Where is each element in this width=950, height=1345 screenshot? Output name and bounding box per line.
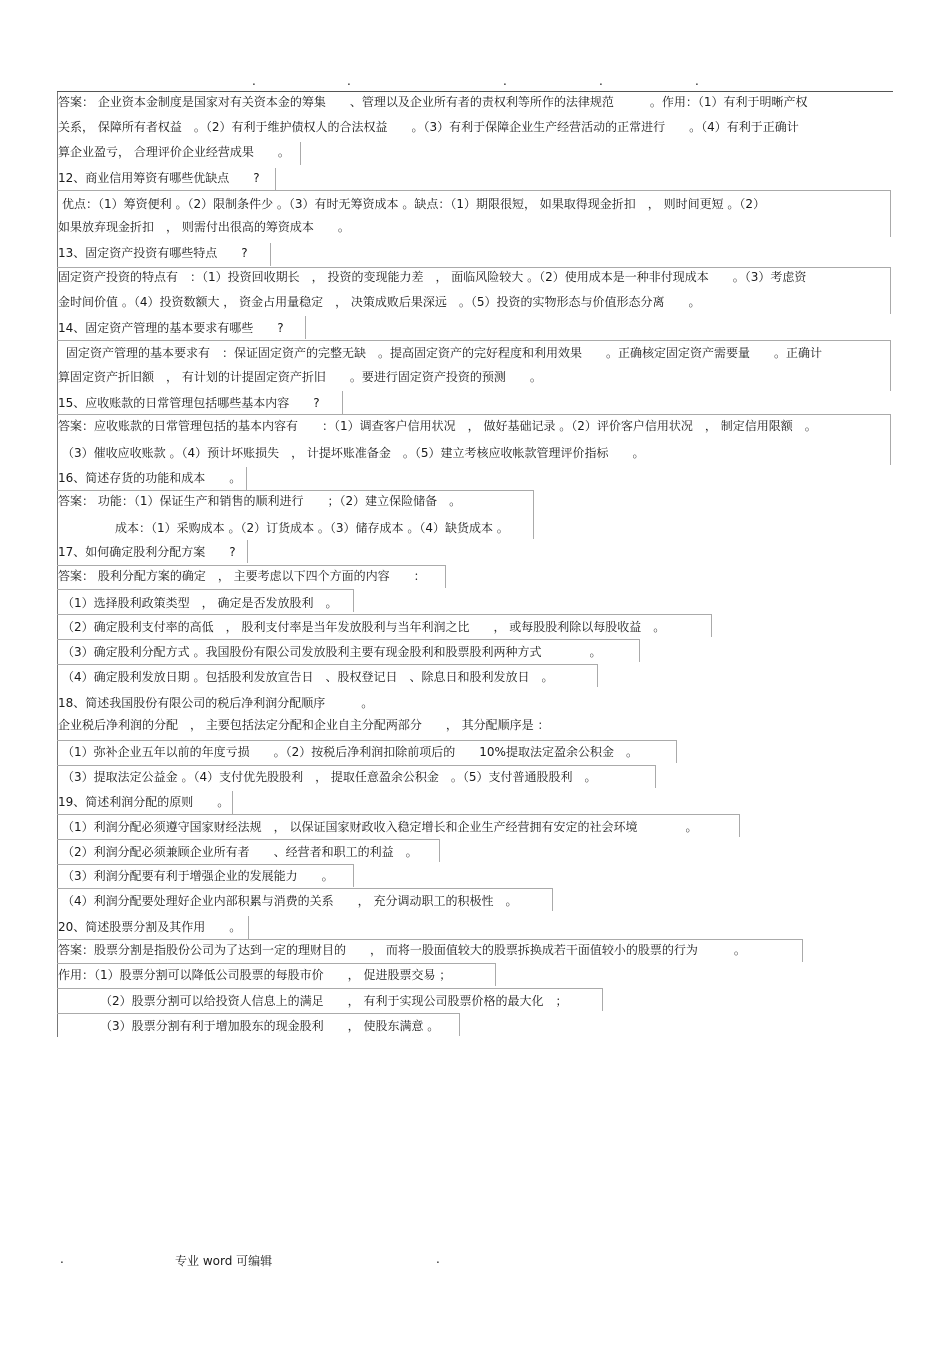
answer-line: （1）弥补企业五年以前的年度亏损 。（2）按税后净利润扣除前项后的 10%提取法定盈余公积金 。 [62,745,638,759]
answer-line: （4）确定股利发放日期 。包括股利发放宣告日 、股权登记日 、除息日和股利发放日 。 [62,670,554,684]
answer-line: （2）确定股利支付率的高低 ， 股利支付率是当年发放股利与当年利润之比 ， 或每股股利除以每股收益 。 [62,620,666,634]
text-box-edge [248,916,249,939]
question-heading: 15、应收账款的日常管理包括哪些基本内容 ? [58,396,320,410]
answer-line: （1）利润分配必须遵守国家财经法规 ， 以保证国家财政收入稳定增长和企业生产经营拥有安定的社会环境 。 [62,820,698,834]
question-heading: 16、简述存货的功能和成本 。 [58,471,242,485]
answer-line: （3）催收应收账款 。（4）预计坏账损失 ， 计提坏账准备金 。（5）建立考核应收帐款管理评价指标 。 [62,446,645,460]
question-heading: 17、如何确定股利分配方案 ? [58,545,236,559]
answer-line: 成本：（1）采购成本 。（2）订货成本 。（3）储存成本 。（4）缺货成本 。 [115,521,509,535]
answer-line: 固定资产管理的基本要求有 ：保证固定资产的完整无缺 。提高固定资产的完好程度和利用效果 。正确核定固定资产需要量 。正确计 [66,346,823,360]
question-heading: 19、简述利润分配的原则 。 [58,795,230,809]
answer-line: （3）提取法定公益金 。（4）支付优先股股利 ， 提取任意盈余公积金 。（5）支付普通股股利 。 [62,770,597,784]
header-dot: . [252,74,256,88]
text-box-edge [342,391,343,414]
answer-line: （3）股票分割有利于增加股东的现金股利 ， 使股东满意 。 [100,1019,440,1033]
text-box-edge [247,540,248,563]
answer-line: 答案： 企业资本金制度是国家对有关资本金的筹集 、管理以及企业所有者的责权利等所作的法律规范 。作用：（1）有利于明晰产权 [58,95,808,109]
answer-line: 如果放弃现金折扣 ， 则需付出很高的筹资成本 。 [58,220,350,234]
question-heading: 12、商业信用筹资有哪些优缺点 ? [58,171,260,185]
answer-line: （3）利润分配要有利于增强企业的发展能力 。 [62,869,334,883]
answer-line: 答案： 股利分配方案的确定 ， 主要考虑以下四个方面的内容 ： [58,569,426,583]
answer-line: 关系， 保障所有者权益 。（2）有利于维护债权人的合法权益 。（3）有利于保障企业生产经营活动的正常进行 。（4）有利于正确计 [58,120,799,134]
answer-line: 作用：（1）股票分割可以降低公司股票的每股市价 ， 促进股票交易 ； [58,968,452,982]
question-heading: 14、固定资产管理的基本要求有哪些 ? [58,321,284,335]
answer-line: （1）选择股利政策类型 ， 确定是否发放股利 。 [62,596,338,610]
answer-line: （4）利润分配要处理好企业内部积累与消费的关系 ， 充分调动职工的积极性 。 [62,894,518,908]
question-heading: 20、简述股票分割及其作用 。 [58,920,242,934]
answer-line: 固定资产投资的特点有 ：（1）投资回收期长 ， 投资的变现能力差 ， 面临风险较大 。（2）使用成本是一种非付现成本 。（3）考虑资 [58,270,807,284]
question-heading: 13、固定资产投资有哪些特点 ? [58,246,248,260]
answer-line: 算企业盈亏， 合理评价企业经营成果 。 [58,145,290,159]
text-box-edge [270,243,271,266]
answer-line: （3）确定股利分配方式 。我国股份有限公司发放股利主要有现金股利和股票股利两种方式 。 [62,645,602,659]
header-dot: . [695,74,699,88]
text-box-edge [232,791,233,814]
header-dot: . [347,74,351,88]
footer-dot: . [436,1252,440,1266]
text-box-edge [305,316,306,339]
header-dot: . [503,74,507,88]
answer-line: 金时间价值 。（4）投资数额大 ， 资金占用量稳定 ， 决策成败后果深远 。（5）投资的实物形态与价值形态分离 。 [58,295,701,309]
answer-line: （2）利润分配必须兼顾企业所有者 、经营者和职工的利益 。 [62,845,418,859]
text-box-edge [300,142,301,165]
footer-label: 专业 word 可编辑 [175,1254,273,1268]
answer-line: 答案：应收账款的日常管理包括的基本内容有 ：（1）调查客户信用状况 ， 做好基础记录 。（2）评价客户信用状况 ， 制定信用限额 。 [58,419,817,433]
answer-line: 答案：股票分割是指股份公司为了达到一定的理财目的 ， 而将一股面值较大的股票拆换成若干面值较小的股票的行为 。 [58,943,746,957]
answer-line: （2）股票分割可以给投资人信息上的满足 ， 有利于实现公司股票价格的最大化 ； [100,994,568,1008]
question-heading: 18、简述我国股份有限公司的税后净利润分配顺序 。 [58,696,374,710]
answer-line: 企业税后净利润的分配 ， 主要包括法定分配和企业自主分配两部分 ， 其分配顺序是 ： [58,718,550,732]
header-dot: . [599,74,603,88]
header-rule [57,91,893,92]
answer-line: 优点：（1）筹资便利 。（2）限制条件少 。（3）有时无筹资成本 。缺点：（1）期限很短， 如果取得现金折扣 ， 则时间更短 。（2） [62,197,766,211]
text-box-edge [275,168,276,191]
text-box-edge [246,467,247,490]
answer-line: 答案： 功能：（1）保证生产和销售的顺利进行 ；（2）建立保险储备 。 [58,494,462,508]
footer-dot: . [60,1252,64,1266]
answer-line: 算固定资产折旧额 ， 有计划的计提固定资产折旧 。要进行固定资产投资的预测 。 [58,370,542,384]
